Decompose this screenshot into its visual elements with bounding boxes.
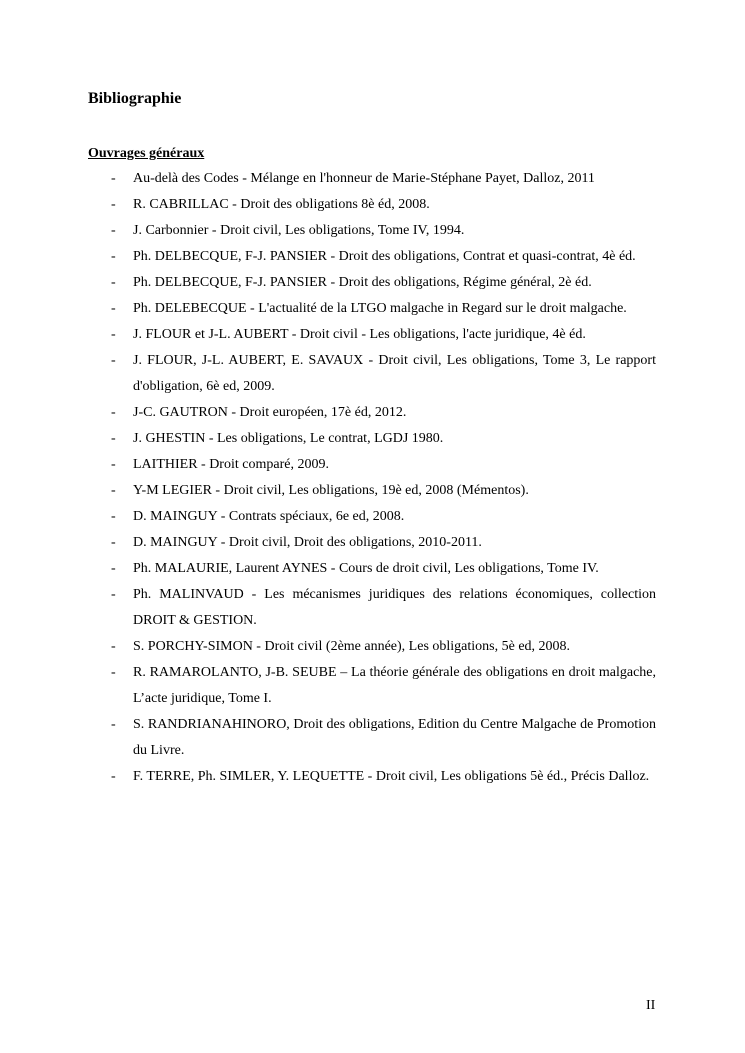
reference-text: R. CABRILLAC - Droit des obligations 8è éd, 2008. <box>133 197 430 212</box>
dash-bullet: - <box>111 301 116 316</box>
list-item <box>88 192 656 218</box>
list-item <box>88 712 656 764</box>
dash-bullet: - <box>111 561 116 576</box>
dash-bullet: - <box>111 457 116 472</box>
reference-text: J. Carbonnier - Droit civil, Les obligations, Tome IV, 1994. <box>133 223 465 238</box>
reference-text: Ph. DELEBECQUE - L'actualité de la LTGO malgache in Regard sur le droit malgache. <box>133 301 627 316</box>
reference-text: D. MAINGUY - Droit civil, Droit des obligations, 2010-2011. <box>133 535 482 550</box>
reference-text: D. MAINGUY - Contrats spéciaux, 6e ed, 2008. <box>133 509 405 524</box>
bibliography-list <box>88 166 656 790</box>
dash-bullet: - <box>111 535 116 550</box>
dash-bullet: - <box>111 197 116 212</box>
dash-bullet: - <box>111 171 116 186</box>
dash-bullet: - <box>111 223 116 238</box>
reference-text: LAITHIER - Droit comparé, 2009. <box>133 457 329 472</box>
dash-bullet: - <box>111 639 116 654</box>
page-number: II <box>646 998 656 1013</box>
list-item <box>88 634 656 660</box>
dash-bullet: - <box>111 587 116 602</box>
dash-bullet: - <box>111 275 116 290</box>
reference-text: S. RANDRIANAHINORO, Droit des obligations, Edition du Centre Malgache de Promotion du Livre. <box>133 717 656 758</box>
reference-text: J. FLOUR, J-L. AUBERT, E. SAVAUX - Droit civil, Les obligations, Tome 3, Le rapport d'obligation, 6è ed, 2009. <box>133 353 656 394</box>
reference-text: Ph. DELBECQUE, F-J. PANSIER - Droit des obligations, Contrat et quasi-contrat, 4è éd. <box>133 249 636 264</box>
list-item <box>88 270 656 296</box>
dash-bullet: - <box>111 717 116 732</box>
reference-text: Au-delà des Codes - Mélange en l'honneur de Marie-Stéphane Payet, Dalloz, 2011 <box>133 171 595 186</box>
dash-bullet: - <box>111 769 116 784</box>
dash-bullet: - <box>111 405 116 420</box>
reference-text: S. PORCHY-SIMON - Droit civil (2ème année), Les obligations, 5è ed, 2008. <box>133 639 571 654</box>
reference-text: F. TERRE, Ph. SIMLER, Y. LEQUETTE - Droit civil, Les obligations 5è éd., Précis Dalloz. <box>133 769 650 784</box>
list-item <box>88 478 656 504</box>
page-title: Bibliographie <box>88 90 182 107</box>
reference-text: J. FLOUR et J-L. AUBERT - Droit civil - Les obligations, l'acte juridique, 4è éd. <box>133 327 586 342</box>
dash-bullet: - <box>111 353 116 368</box>
dash-bullet: - <box>111 483 116 498</box>
list-item <box>88 218 656 244</box>
list-item <box>88 452 656 478</box>
reference-text: J-C. GAUTRON - Droit européen, 17è éd, 2012. <box>133 405 407 420</box>
list-item <box>88 660 656 712</box>
reference-text: Ph. MALINVAUD - Les mécanismes juridiques des relations économiques, collection DROIT & GESTION. <box>133 587 656 628</box>
list-item <box>88 504 656 530</box>
list-item <box>88 348 656 400</box>
list-item <box>88 556 656 582</box>
reference-text: Y-M LEGIER - Droit civil, Les obligations, 19è ed, 2008 (Mémentos). <box>133 483 529 498</box>
dash-bullet: - <box>111 249 116 264</box>
list-item <box>88 296 656 322</box>
section-heading-general-works: Ouvrages généraux <box>88 146 205 161</box>
list-item <box>88 400 656 426</box>
reference-text: R. RAMAROLANTO, J-B. SEUBE – La théorie générale des obligations en droit malgache, L’acte juridique, Tome I. <box>133 665 656 706</box>
reference-text: J. GHESTIN - Les obligations, Le contrat, LGDJ 1980. <box>133 431 444 446</box>
list-item <box>88 322 656 348</box>
dash-bullet: - <box>111 431 116 446</box>
reference-text: Ph. MALAURIE, Laurent AYNES - Cours de droit civil, Les obligations, Tome IV. <box>133 561 599 576</box>
list-item <box>88 530 656 556</box>
reference-text: Ph. DELBECQUE, F-J. PANSIER - Droit des obligations, Régime général, 2è éd. <box>133 275 592 290</box>
list-item <box>88 244 656 270</box>
dash-bullet: - <box>111 509 116 524</box>
list-item <box>88 764 656 790</box>
list-item <box>88 166 656 192</box>
list-item <box>88 582 656 634</box>
list-item <box>88 426 656 452</box>
dash-bullet: - <box>111 665 116 680</box>
dash-bullet: - <box>111 327 116 342</box>
